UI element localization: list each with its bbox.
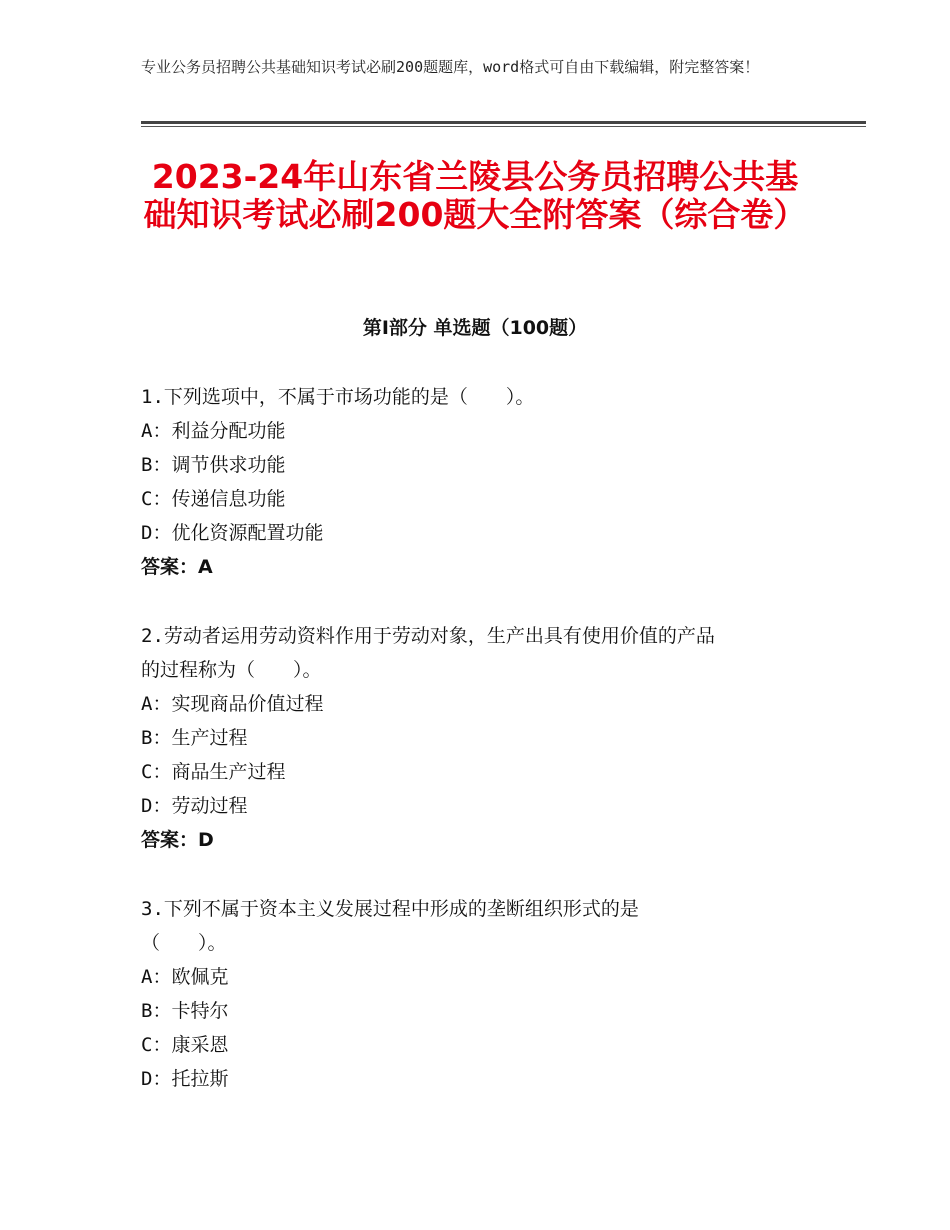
option-c: C：传递信息功能	[141, 488, 286, 510]
option-a: A：利益分配功能	[141, 420, 286, 442]
option-b: B：调节供求功能	[141, 454, 286, 476]
question-stem-line-1: 2.劳动者运用劳动资料作用于劳动对象，生产出具有使用价值的产品	[141, 625, 715, 647]
header-rule-thick	[141, 121, 866, 124]
option-b: B：卡特尔	[141, 1000, 229, 1022]
option-d: D：劳动过程	[141, 795, 248, 817]
answer: 答案：A	[141, 556, 213, 578]
option-a: A：欧佩克	[141, 966, 229, 988]
header-note: 专业公务员招聘公共基础知识考试必刷200题题库，word格式可自由下载编辑，附完整答案！	[141, 58, 760, 76]
document-title: 2023-24年山东省兰陵县公务员招聘公共基础知识考试必刷200题大全附答案（综合卷）	[143, 157, 807, 234]
option-d: D：托拉斯	[141, 1068, 229, 1090]
question-stem-line-2: （ ）。	[141, 932, 227, 954]
question-stem-line-2: 的过程称为（ ）。	[141, 659, 322, 681]
header-rule-thin	[141, 126, 866, 127]
option-d: D：优化资源配置功能	[141, 522, 324, 544]
question-1	[141, 380, 811, 584]
question-3	[141, 892, 811, 1096]
option-b: B：生产过程	[141, 727, 248, 749]
section-heading: 第I部分 单选题（100题）	[362, 317, 588, 339]
option-c: C：商品生产过程	[141, 761, 286, 783]
answer: 答案：D	[141, 829, 214, 851]
question-stem: 1.下列选项中，不属于市场功能的是（ ）。	[141, 386, 535, 408]
question-2	[141, 619, 811, 857]
question-stem-line-1: 3.下列不属于资本主义发展过程中形成的垄断组织形式的是	[141, 898, 639, 920]
option-c: C：康采恩	[141, 1034, 229, 1056]
option-a: A：实现商品价值过程	[141, 693, 324, 715]
